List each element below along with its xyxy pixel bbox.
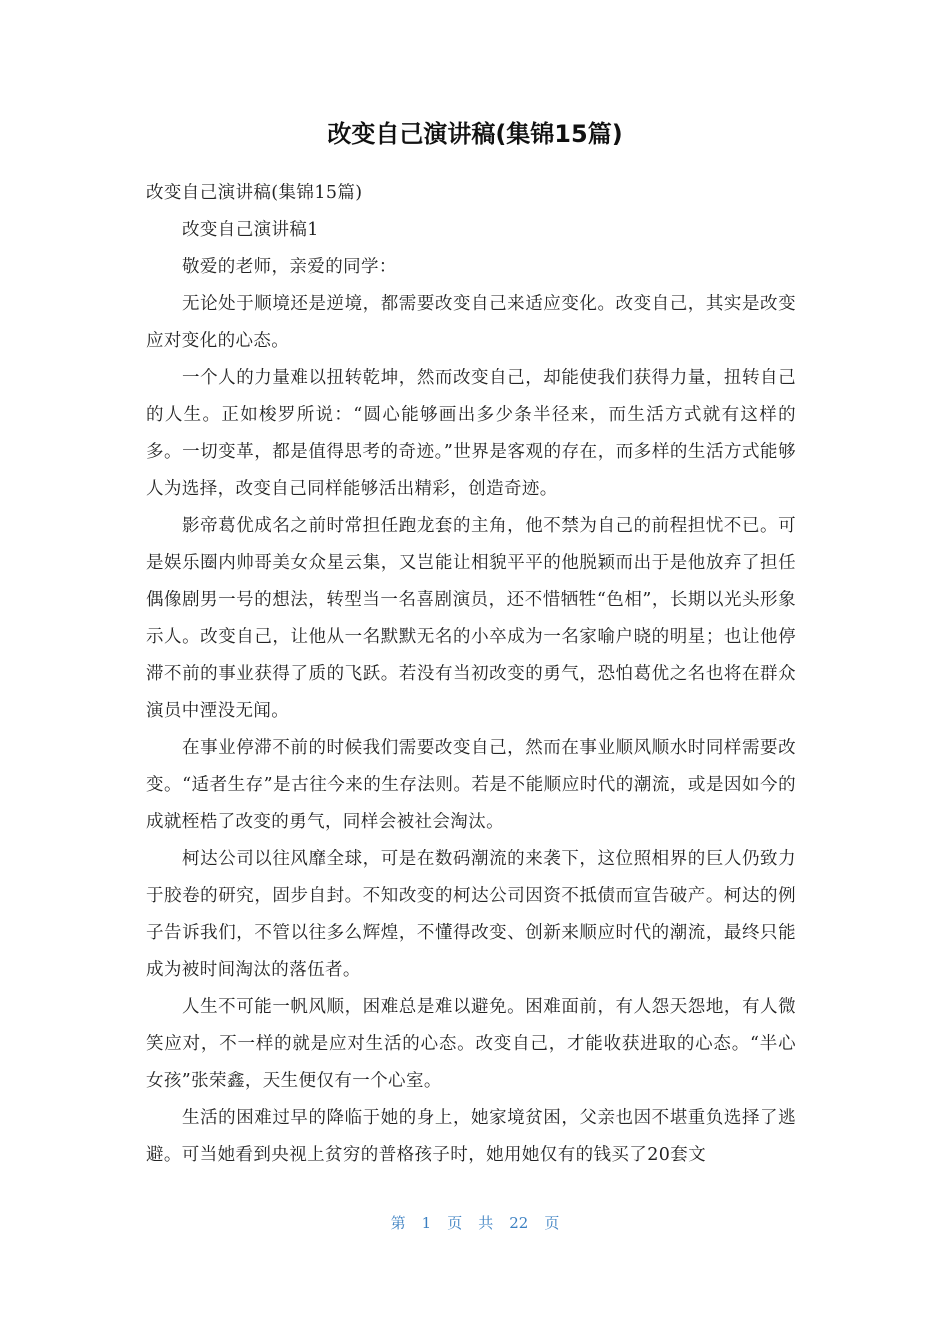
section-heading: 改变自己演讲稿1 (182, 220, 319, 240)
paragraph: 在事业停滞不前的时候我们需要改变自己，然而在事业顺风顺水时同样需要改变。“适者生存”是古往今来的生存法则。若是不能顺应时代的潮流，或是因如今的成就桎梏了改变的勇气，同样会被社会淘汰。 (146, 738, 796, 832)
paragraph: 生活的困难过早的降临于她的身上，她家境贫困，父亲也因不堪重负选择了逃避。可当她看到央视上贫穷的普格孩子时，她用她仅有的钱买了20套文 (146, 1108, 796, 1165)
page-footer (0, 1208, 950, 1238)
total-label: 共 (478, 1214, 494, 1232)
paragraph: 一个人的力量难以扭转乾坤，然而改变自己，却能使我们获得力量，扭转自己的人生。正如梭罗所说：“圆心能够画出多少条半径来，而生活方式就有这样的多。一切变革，都是值得思考的奇迹。”世界是客观的存在，而多样的生活方式能够人为选择，改变自己同样能够活出精彩，创造奇迹。 (146, 368, 796, 499)
total-pages: 22 (509, 1214, 529, 1232)
greeting: 敬爱的老师，亲爱的同学： (182, 257, 397, 277)
paragraph: 人生不可能一帆风顺，困难总是难以避免。困难面前，有人怨天怨地，有人微笑应对，不一样的就是应对生活的心态。改变自己，才能收获进取的心态。“半心女孩”张荣鑫，天生便仅有一个心室。 (146, 997, 796, 1091)
total-unit: 页 (544, 1214, 560, 1232)
paragraph: 无论处于顺境还是逆境，都需要改变自己来适应变化。改变自己，其实是改变应对变化的心态。 (146, 294, 796, 351)
document-subtitle: 改变自己演讲稿(集锦15篇) (146, 183, 363, 203)
document-body (146, 175, 796, 1174)
page-number: 1 (421, 1214, 432, 1232)
page-unit: 页 (447, 1214, 463, 1232)
paragraph: 柯达公司以往风靡全球，可是在数码潮流的来袭下，这位照相界的巨人仍致力于胶卷的研究，固步自封。不知改变的柯达公司因资不抵债而宣告破产。柯达的例子告诉我们，不管以往多么辉煌，不懂得改变、创新来顺应时代的潮流，最终只能成为被时间淘汰的落伍者。 (146, 849, 796, 980)
paragraph: 影帝葛优成名之前时常担任跑龙套的主角，他不禁为自己的前程担忧不已。可是娱乐圈内帅哥美女众星云集，又岂能让相貌平平的他脱颖而出于是他放弃了担任偶像剧男一号的想法，转型当一名喜剧演员，还不惜牺牲“色相”，长期以光头形象示人。改变自己，让他从一名默默无名的小卒成为一名家喻户晓的明星；也让他停滞不前的事业获得了质的飞跃。若没有当初改变的勇气，恐怕葛优之名也将在群众演员中湮没无闻。 (146, 516, 796, 721)
document-title: 改变自己演讲稿(集锦15篇) (327, 120, 623, 148)
page-label: 第 (390, 1214, 406, 1232)
